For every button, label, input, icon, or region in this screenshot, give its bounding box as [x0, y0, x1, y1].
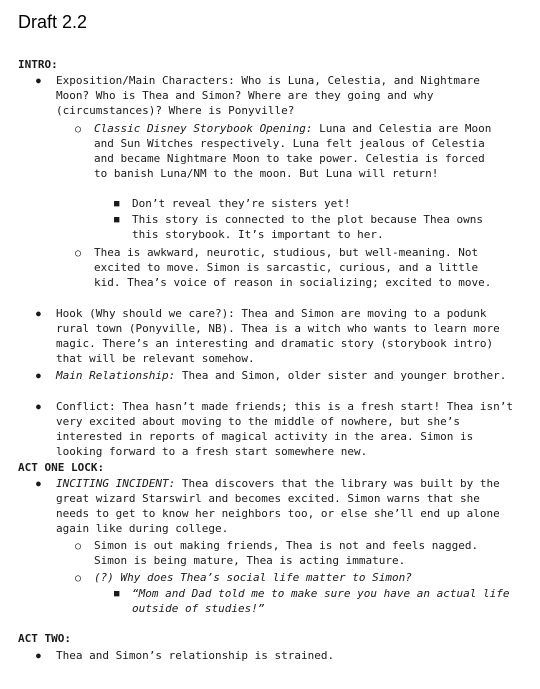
section-heading-act-two: ACT TWO: [18, 632, 71, 645]
circle-bullet-icon [75, 570, 81, 586]
bullet-icon [36, 399, 41, 415]
circle-bullet-icon [75, 538, 81, 554]
list-item-connected: This story is connected to the plot because Thea owns this storybook. It’s important to her. [132, 213, 483, 241]
list-item-exposition: Exposition/Main Characters: Who is Luna, Celestia, and Nightmare Moon? Who is Thea and Simon? Where are they going and why (circumstances)? Where is Ponyville? [56, 74, 480, 117]
bullet-icon [36, 476, 41, 492]
bullet-icon [36, 368, 41, 384]
bullet-icon [36, 73, 41, 89]
list-item-storybook [94, 121, 494, 181]
circle-bullet-icon [75, 121, 81, 137]
bullet-icon [36, 306, 41, 322]
storybook-label: Classic Disney Storybook Opening: [94, 122, 313, 135]
relationship-label: Main Relationship: [56, 369, 176, 382]
list-item-characters: Thea is awkward, neurotic, studious, but well-meaning. Not excited to move. Simon is sarcastic, curious, and a little kid. Thea’s voice of reason in socializing; excited to move. [94, 246, 492, 289]
circle-bullet-icon [75, 245, 81, 261]
storybook-text: Luna and Celestia are Moon and Sun Witches respectively. Luna felt jealous of Celestia and became Nightmare Moon to take power. Celestia is forced to banish Luna/NM to the moon. But Luna will return! [94, 122, 492, 180]
list-item-simon-out: Simon is out making friends, Thea is not and feels nagged. Simon is being mature, Thea is acting immature. [94, 539, 479, 567]
bullet-icon [36, 648, 41, 664]
inciting-label: INCITING INCIDENT: [56, 477, 176, 490]
document-title: Draft 2.2 [18, 12, 88, 32]
section-heading-intro: INTRO: [18, 58, 58, 71]
list-item-why-matter: (?) Why does Thea’s social life matter to Simon? [94, 571, 412, 584]
list-item-hook: Hook (Why should we care?): Thea and Simon are moving to a podunk rural town (Ponyville, NB). Thea is a witch who wants to learn more magic. There’s an interesting and dramatic story (storybook intro) that will be relevant somehow. [56, 307, 500, 365]
inciting-text: Thea discovers that the library was built by the great wizard Starswirl and becomes excited. Simon warns that she needs to get to know her neighbors too, or else she’ll end up alone again like during college. [56, 477, 500, 535]
section-heading-act-one-lock: ACT ONE LOCK: [18, 461, 105, 474]
relationship-text: Thea and Simon, older sister and younger brother. [175, 369, 507, 382]
list-item-conflict: Conflict: Thea hasn’t made friends; this is a fresh start! Thea isn’t very excited about moving to the middle of nowhere, but she’s interested in reports of magical activity in the area. Simon is looking forward to a fresh start somewhere new. [56, 400, 513, 458]
list-item-relationship [56, 368, 511, 383]
square-bullet-icon [114, 196, 119, 213]
square-bullet-icon [114, 586, 119, 603]
list-item-mom-dad: “Mom and Dad told me to make sure you have an actual life outside of studies!” [132, 587, 510, 615]
list-item-sisters: Don’t reveal they’re sisters yet! [132, 197, 351, 210]
list-item-inciting-incident [56, 476, 516, 536]
list-item-strained: Thea and Simon’s relationship is strained. [56, 649, 335, 662]
square-bullet-icon [114, 212, 119, 229]
